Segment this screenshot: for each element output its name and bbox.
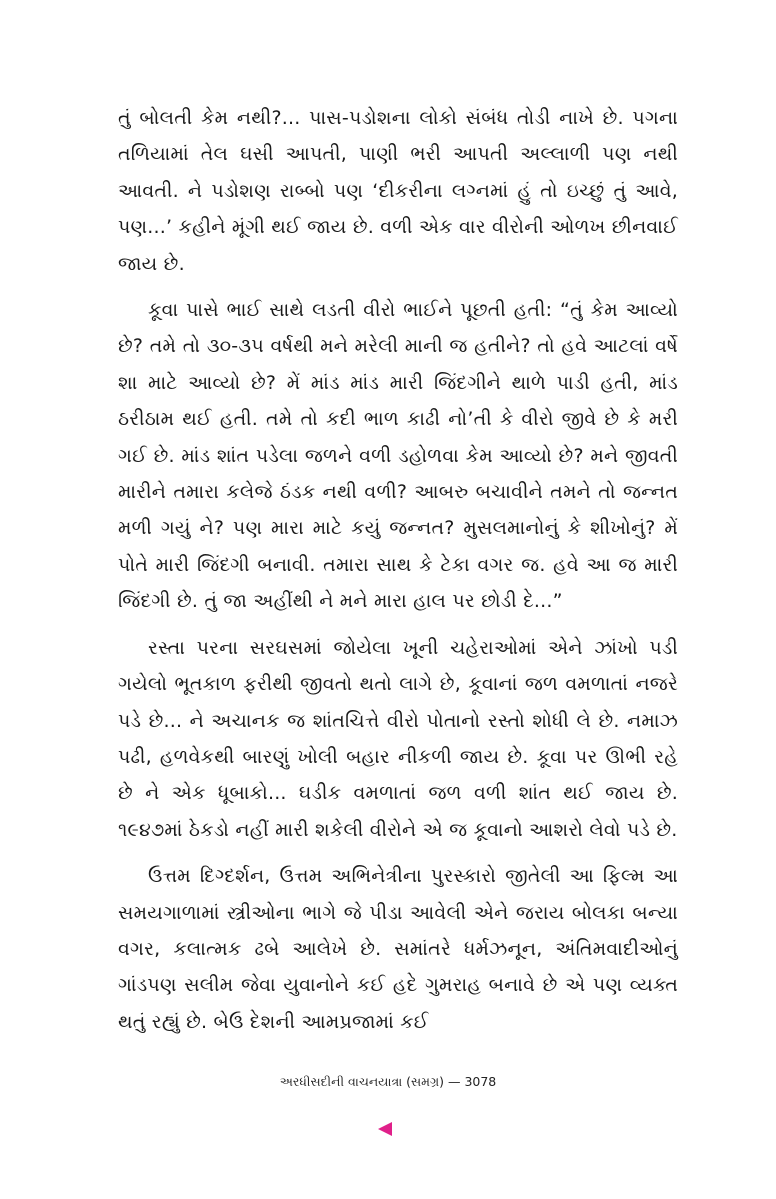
paragraph-3: રસ્તા પરના સરઘસમાં જોયેલા ખૂની ચહેરાઓમાં એને ઝાંખો પડી ગયેલો ભૂતકાળ ફરીથી જીવતો થતો લાગે છે, કૂવાનાં જળ વમળાતાં નજરે પડે છે... ને અચાનક જ શાંતચિત્તે વીરો પોતાનો રસ્તો શોધી લે છે. નમાઝ પઢી, હળવેકથી બારણું ખોલી બહાર નીકળી જાય છે. કૂવા પર ઊભી રહે છે ને એક ધૂબાકો... ઘડીક વમળાતાં જળ વળી શાંત થઈ જાય છે. ૧૯૪૭માં ઠેકડો નહીં મારી શકેલી વીરોને એ જ કૂવાનો આશરો લેવો પડે છે. [118,636,678,841]
paragraph-4: ઉત્તમ દિગ્દર્શન, ઉત્તમ અભિનેત્રીના પુરસ્કારો જીતેલી આ ફિલ્મ આ સમયગાળામાં સ્ત્રીઓના ભાગે જે પીડા આવેલી એને જરાય બોલકા બન્યા વગર, કલાત્મક ઢબે આલેખે છે. સમાંતરે ધર્મઝનૂન, અંતિમવાદીઓનું ગાંડપણ સલીમ જેવા યુવાનોને કઈ હદે ગુમરાહ બનાવે છે એ પણ વ્યક્ત થતું રહ્યું છે. બેઉ દેશની આમપ્રજામાં કઈ [118,865,678,1033]
paragraph-2: કૂવા પાસે ભાઈ સાથે લડતી વીરો ભાઈને પૂછતી હતી: “તું કેમ આવ્યો છે? તમે તો ૩૦-૩૫ વર્ષથી મને મરેલી માની જ હતીને? તો હવે આટલાં વર્ષે શા માટે આવ્યો છે? મેં માંડ માંડ મારી જિંદગીને થાળે પાડી હતી, માંડ ઠરીઠામ થઈ હતી. તમે તો કદી ભાળ કાઢી નો’તી કે વીરો જીવે છે કે મરી ગઈ છે. માંડ શાંત પડેલા જળને વળી ડહોળવા કેમ આવ્યો છે? મને જીવતી મારીને તમારા કલેજે ઠંડક નથી વળી? આબરુ બચાવીને તમને તો જન્નત મળી ગયું ને? પણ મારા માટે કયું જન્નત? મુસલમાનોનું કે શીખોનું? મેં પોતે મારી જિંદગી બનાવી. તમારા સાથ કે ટેકા વગર જ. હવે આ જ મારી જિંદગી છે. તું જા અહીંથી ને મને મારા હાલ પર છોડી દે...” [118,299,678,613]
page-body [118,100,678,1050]
paragraph-1: તું બોલતી કેમ નથી?... પાસ-પડોશના લોકો સંબંધ તોડી નાખે છે. પગના તળિયામાં તેલ ઘસી આપતી, પાણી ભરી આપતી અલ્લાળી પણ નથી આવતી. ને પડોશણ રાબ્બો પણ ‘દીકરીના લગ્નમાં હું તો ઇચ્છું તું આવે, પણ...’ કહીને મૂંગી થઈ જાય છે. વળી એક વાર વીરોની ઓળખ છીનવાઈ જાય છે. [118,107,678,275]
page-footer: અરધીસદીની વાચનયાત્રા (સમગ્ર) — 3078 [279,1074,497,1089]
previous-page-icon[interactable] [378,1122,392,1136]
